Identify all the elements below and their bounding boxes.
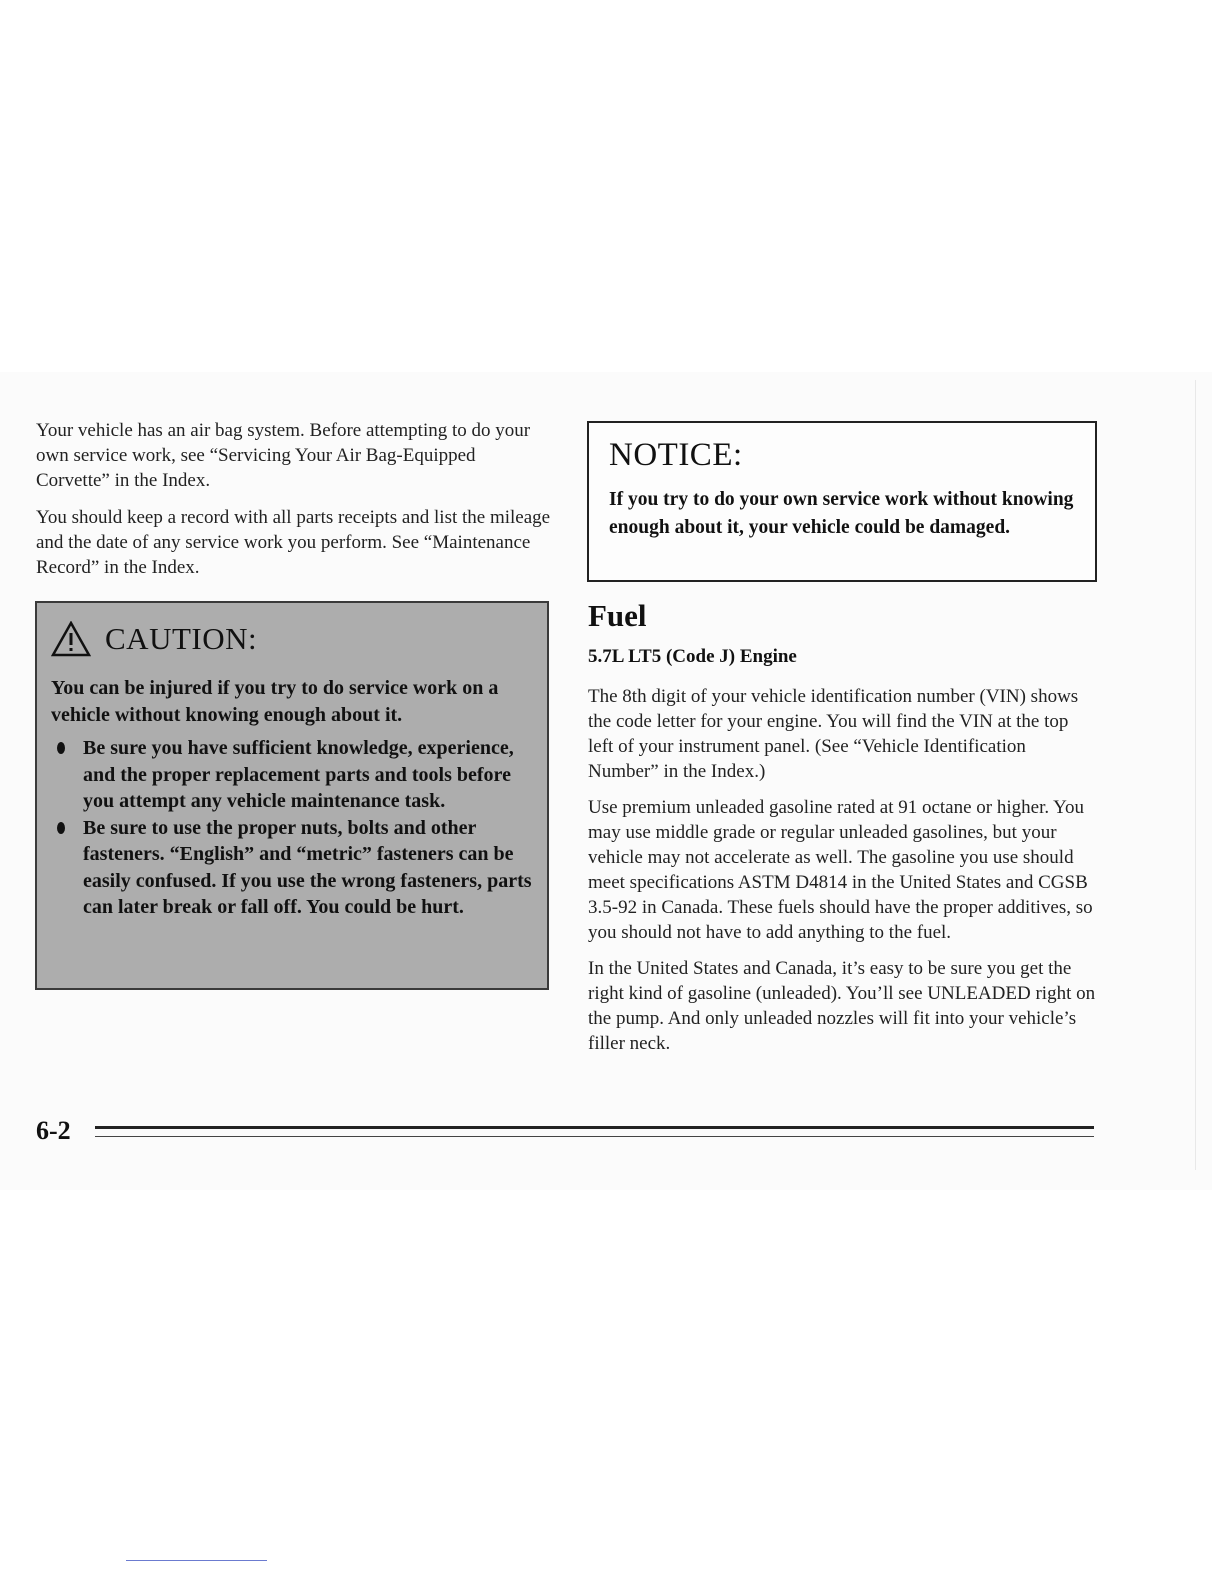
page-number: 6-2: [36, 1116, 71, 1145]
intro-paragraph: Your vehicle has an air bag system. Before attempting to do your own service work, see “Servicing Your Air Bag-Equipped Corvette” in the Index.: [36, 420, 531, 491]
footer-rule: [95, 1126, 1094, 1129]
notice-text: If you try to do your own service work without knowing enough about it, your vehicle could be damaged.: [609, 489, 1074, 538]
notice-box: [587, 421, 1097, 582]
gasoline-paragraph: Use premium unleaded gasoline rated at 91 octane or higher. You may use middle grade or regular unleaded gasolines, but your vehicle may not accelerate as well. The gasoline you use should meet specifications ASTM D4814 in the United States and CGSB 3.5-92 in Canada. These fuels should have the proper additives, so you should not have to add anything to the fuel.: [588, 797, 1093, 943]
footer-rule-thin: [95, 1136, 1094, 1137]
caution-bullet-text: Be sure to use the proper nuts, bolts and other fasteners. “English” and “metric” fasteners can be easily confused. If you use the wrong fasteners, parts can later break or fall off. You could be hurt.: [83, 816, 532, 918]
bullet-icon: [57, 742, 65, 754]
caution-box: [35, 601, 549, 990]
caution-title: CAUTION:: [105, 621, 258, 656]
notice-title: NOTICE:: [609, 437, 743, 473]
divider: [126, 1560, 267, 1561]
bullet-icon: [57, 822, 65, 834]
caution-bullet: [51, 735, 533, 815]
caution-bullet: [51, 815, 533, 921]
warning-triangle-icon: [51, 621, 91, 657]
unleaded-paragraph: In the United States and Canada, it’s easy to be sure you get the right kind of gasoline (unleaded). You’ll see UNLEADED right on the pump. And only unleaded nozzles will fit into your vehicle’s filler neck.: [588, 958, 1096, 1054]
caution-intro: You can be injured if you try to do service work on a vehicle without knowing enough about it.: [51, 677, 499, 726]
fuel-section: [588, 598, 1098, 1067]
vin-paragraph: The 8th digit of your vehicle identification number (VIN) shows the code letter for your engine. You will find the VIN at the top left of your instrument panel. (See “Vehicle Identification Number” in the Index.): [588, 686, 1079, 782]
page-edge: [1195, 380, 1196, 1170]
record-paragraph: You should keep a record with all parts receipts and list the mileage and the date of any service work you perform. See “Maintenance Record” in the Index.: [36, 507, 551, 578]
caution-list: [51, 735, 533, 921]
subsection-title: 5.7L LT5 (Code J) Engine: [588, 646, 797, 667]
section-title: Fuel: [588, 598, 647, 633]
caution-bullet-text: Be sure you have sufficient knowledge, experience, and the proper replacement parts and tools before you attempt any vehicle maintenance task.: [83, 737, 514, 812]
caution-header: [51, 621, 533, 657]
left-column: [36, 418, 551, 592]
